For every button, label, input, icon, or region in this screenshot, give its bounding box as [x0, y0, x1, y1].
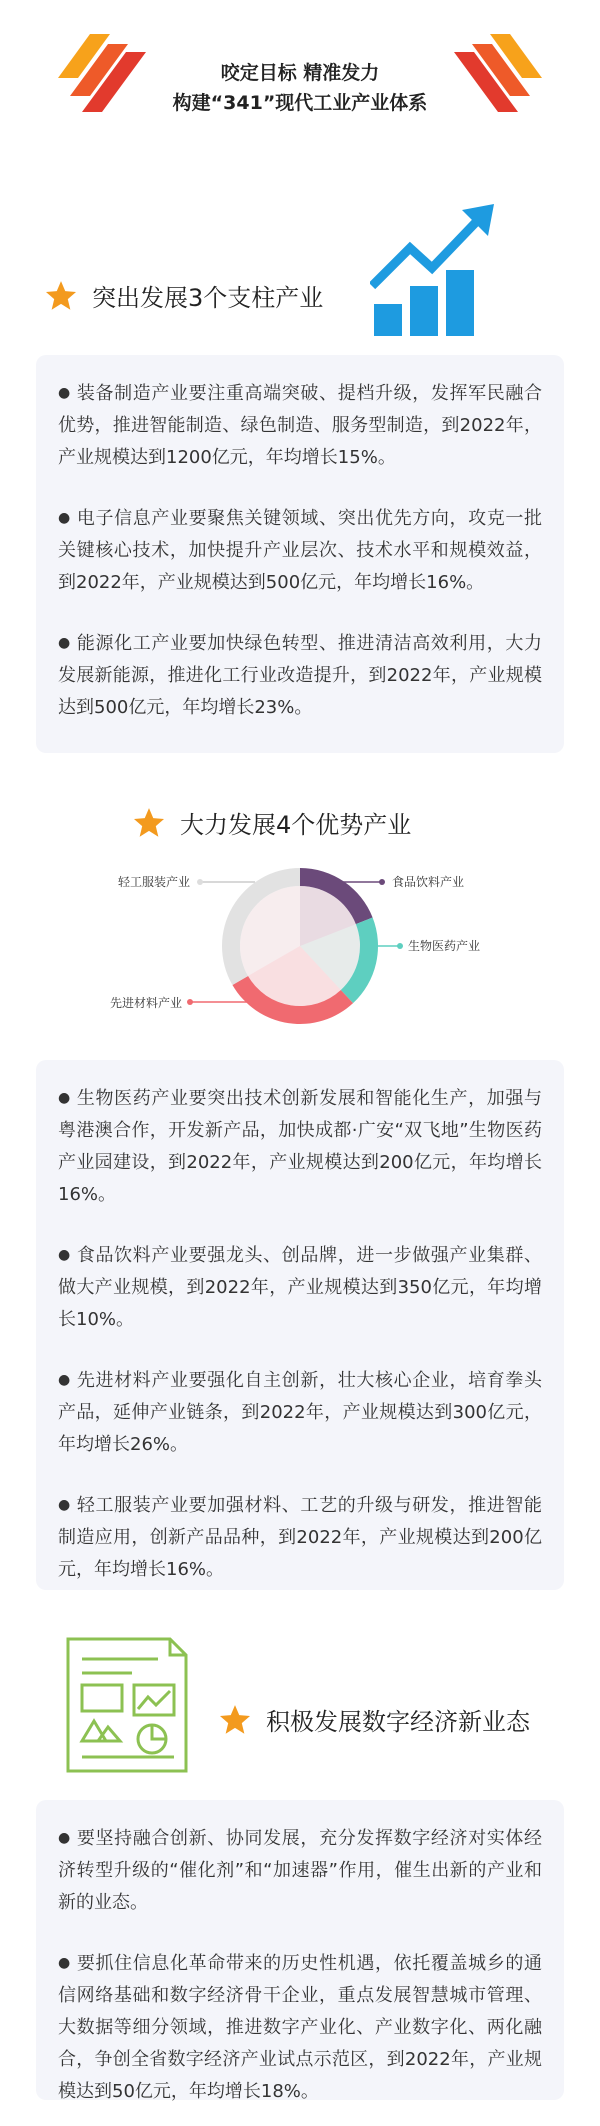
section2-heading — [132, 805, 411, 840]
list-item: ● 要抓住信息化革命带来的历史性机遇，依托覆盖城乡的通信网络基础和数字经济骨干企业，重点发展智慧城市管理、大数据等细分领域，推进数字产业化、产业数字化、两化融合，争创全省数字经济产业试点示范区，到2022年，产业规模达到50亿元，年均增长18%。 — [58, 1953, 543, 2102]
list-item: ● 轻工服装产业要加强材料、工艺的升级与研发，推进智能制造应用，创新产品品种，到2022年，产业规模达到200亿元，年均增长16%。 — [58, 1495, 543, 1580]
list-item: ● 要坚持融合创新、协同发展，充分发挥数字经济对实体经济转型升级的“催化剂”和“加速器”作用，催生出新的产业和新的业态。 — [58, 1828, 543, 1913]
header-banner — [0, 0, 600, 140]
section1-card — [36, 355, 564, 753]
banner-title-line1: 咬定目标 精准发力 — [220, 62, 380, 84]
section3-card — [36, 1800, 564, 2100]
section1-heading — [44, 278, 323, 313]
list-item: ● 电子信息产业要聚焦关键领域、突出优先方向，攻克一批关键核心技术，加快提升产业层次、技术水平和规模效益，到2022年，产业规模达到500亿元，年均增长16%。 — [58, 508, 543, 593]
pie-marker — [197, 879, 203, 885]
section2-title: 大力发展4个优势产业 — [180, 811, 412, 839]
pie-marker — [187, 999, 193, 1005]
star-icon — [218, 1703, 252, 1737]
document-icon — [62, 1635, 192, 1775]
pie-marker — [397, 943, 403, 949]
pie-label-materials: 先进材料产业 — [110, 996, 183, 1010]
section2-card — [36, 1060, 564, 1590]
list-item: ● 先进材料产业要强化自主创新，壮大核心企业，培育拳头产品，延伸产业链条，到2022年，产业规模达到300亿元，年均增长26%。 — [58, 1370, 543, 1455]
section3-heading — [218, 1702, 530, 1737]
list-item: ● 能源化工产业要加快绿色转型、推进清洁高效利用，大力发展新能源，推进化工行业改造提升，到2022年，产业规模达到500亿元，年均增长23%。 — [58, 633, 543, 718]
star-icon — [132, 806, 166, 840]
pie-label-light-industry: 轻工服装产业 — [118, 875, 191, 889]
growth-chart-icon — [370, 200, 500, 340]
banner-title-line2: 构建“341”现代工业产业体系 — [172, 92, 428, 114]
section3-title: 积极发展数字经济新业态 — [266, 1708, 530, 1736]
star-icon — [44, 279, 78, 313]
pie-label-biomedicine: 生物医药产业 — [408, 939, 481, 953]
section1-title: 突出发展3个支柱产业 — [92, 284, 324, 312]
list-item: ● 装备制造产业要注重高端突破、提档升级，发挥军民融合优势，推进智能制造、绿色制造、服务型制造，到2022年，产业规模达到1200亿元，年均增长15%。 — [58, 383, 543, 468]
pie-label-food: 食品饮料产业 — [392, 875, 465, 889]
list-item: ● 生物医药产业要突出技术创新发展和智能化生产，加强与粤港澳合作，开发新产品，加快成都·广安“双飞地”生物医药产业园建设，到2022年，产业规模达到200亿元，年均增长16%。 — [58, 1088, 543, 1205]
pie-marker — [379, 879, 385, 885]
pie-chart — [0, 860, 600, 1030]
list-item: ● 食品饮料产业要强龙头、创品牌，进一步做强产业集群、做大产业规模，到2022年，产业规模达到350亿元，年均增长10%。 — [58, 1245, 543, 1330]
